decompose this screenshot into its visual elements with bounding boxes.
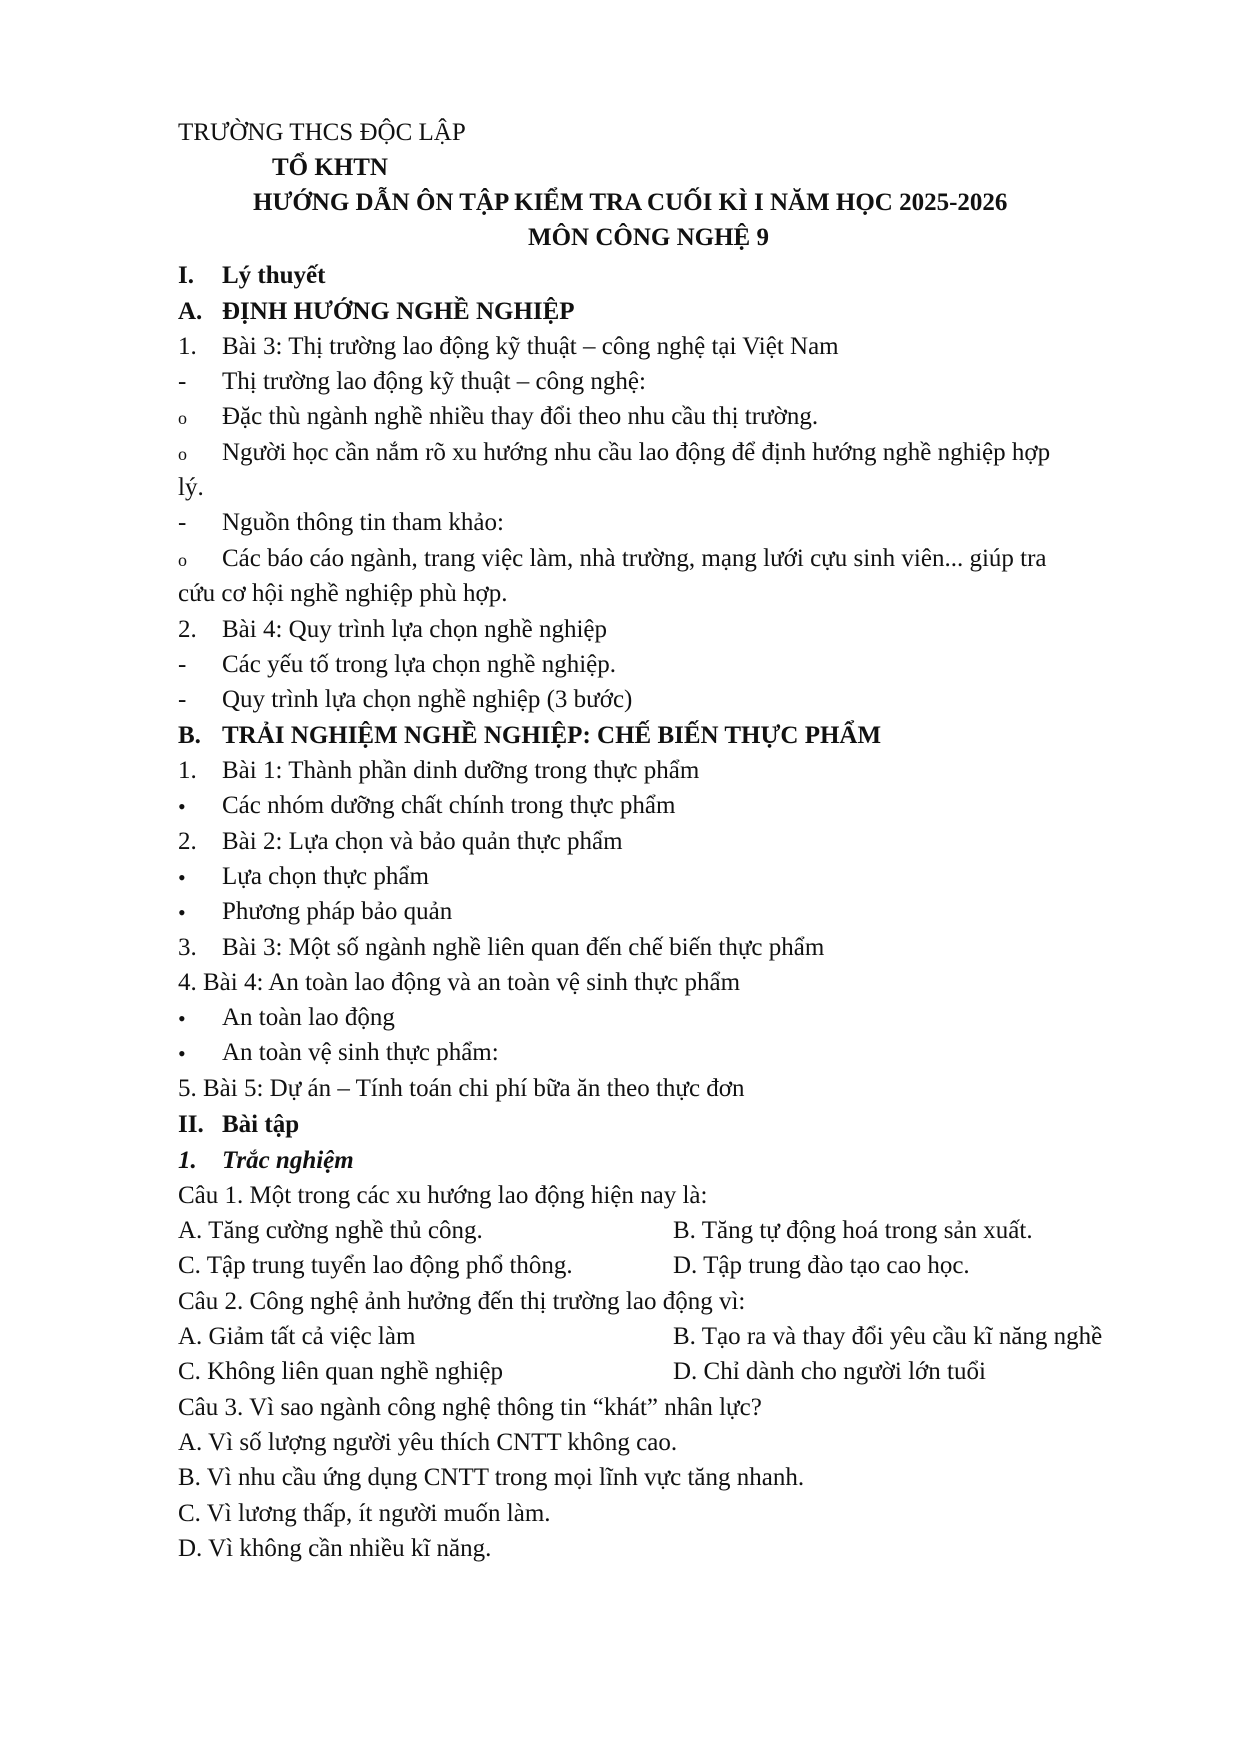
subsection-marker: A.	[178, 298, 203, 325]
subsection-number: 1.	[178, 1147, 197, 1174]
list-item: Phương pháp bảo quản	[222, 898, 453, 925]
list-marker: 1.	[178, 333, 197, 360]
list-item: Thị trường lao động kỹ thuật – công nghệ:	[222, 368, 646, 395]
list-marker: o	[178, 444, 187, 464]
list-item: 4. Bài 4: An toàn lao động và an toàn vệ sinh thực phẩm	[178, 969, 741, 996]
list-item: Các nhóm dưỡng chất chính trong thực phẩm	[222, 792, 676, 819]
list-marker: 3.	[178, 934, 197, 961]
list-item: 5. Bài 5: Dự án – Tính toán chi phí bữa ăn theo thực đơn	[178, 1075, 745, 1102]
section-heading-theory: Lý thuyết	[222, 262, 326, 289]
bullet-marker: •	[178, 1006, 186, 1031]
bullet-marker: •	[178, 1041, 186, 1066]
answer-option: D. Vì không cần nhiều kĩ năng.	[178, 1535, 492, 1562]
list-item-continuation: cứu cơ hội nghề nghiệp phù hợp.	[178, 580, 508, 607]
answer-option: C. Tập trung tuyển lao động phổ thông.	[178, 1252, 573, 1279]
list-marker: o	[178, 408, 187, 428]
answer-option: B. Vì nhu cầu ứng dụng CNTT trong mọi lĩnh vực tăng nhanh.	[178, 1464, 805, 1491]
subsection-heading-b: TRẢI NGHIỆM NGHỀ NGHIỆP: CHẾ BIẾN THỰC PHẨM	[222, 722, 882, 749]
section-number: I.	[178, 262, 194, 289]
list-marker: 2.	[178, 616, 197, 643]
list-item: Bài 4: Quy trình lựa chọn nghề nghiệp	[222, 616, 608, 643]
department-name: TỔ KHTN	[272, 154, 388, 181]
list-marker: 1.	[178, 757, 197, 784]
list-item: Bài 1: Thành phần dinh dưỡng trong thực phẩm	[222, 757, 700, 784]
list-item: Lựa chọn thực phẩm	[222, 863, 429, 890]
section-number: II.	[178, 1111, 204, 1138]
list-marker: -	[178, 651, 187, 678]
list-item: Các báo cáo ngành, trang việc làm, nhà trường, mạng lưới cựu sinh viên... giúp tra	[222, 545, 1047, 572]
subsection-heading-a: ĐỊNH HƯỚNG NGHỀ NGHIỆP	[222, 298, 575, 325]
answer-option: A. Vì số lượng người yêu thích CNTT không cao.	[178, 1429, 678, 1456]
answer-option: A. Tăng cường nghề thủ công.	[178, 1217, 483, 1244]
list-item: Quy trình lựa chọn nghề nghiệp (3 bước)	[222, 686, 633, 713]
section-heading-exercises: Bài tập	[222, 1111, 300, 1138]
school-name: TRƯỜNG THCS ĐỘC LẬP	[178, 119, 466, 146]
bullet-marker: •	[178, 794, 186, 819]
list-item: Đặc thù ngành nghề nhiều thay đổi theo nhu cầu thị trường.	[222, 403, 819, 430]
list-item: Người học cần nắm rõ xu hướng nhu cầu lao động để định hướng nghề nghiệp hợp	[222, 439, 1051, 466]
list-marker: -	[178, 686, 187, 713]
list-item: Nguồn thông tin tham khảo:	[222, 509, 504, 536]
question-text: Câu 2. Công nghệ ảnh hưởng đến thị trường lao động vì:	[178, 1288, 746, 1315]
answer-option: C. Vì lương thấp, ít người muốn làm.	[178, 1500, 551, 1527]
answer-option: B. Tạo ra và thay đổi yêu cầu kĩ năng nghề	[673, 1323, 1103, 1350]
list-item: Bài 2: Lựa chọn và bảo quản thực phẩm	[222, 828, 623, 855]
answer-option: D. Tập trung đào tạo cao học.	[673, 1252, 970, 1279]
list-marker: -	[178, 509, 187, 536]
question-text: Câu 3. Vì sao ngành công nghệ thông tin “khát” nhân lực?	[178, 1394, 762, 1421]
answer-option: D. Chỉ dành cho người lớn tuổi	[673, 1358, 986, 1385]
subject-title: MÔN CÔNG NGHỆ 9	[528, 224, 769, 251]
list-marker: o	[178, 550, 187, 570]
question-text: Câu 1. Một trong các xu hướng lao động hiện nay là:	[178, 1182, 708, 1209]
list-item: An toàn lao động	[222, 1004, 395, 1031]
bullet-marker: •	[178, 900, 186, 925]
list-marker: 2.	[178, 828, 197, 855]
list-item: Bài 3: Một số ngành nghề liên quan đến chế biến thực phẩm	[222, 934, 825, 961]
list-item: Bài 3: Thị trường lao động kỹ thuật – công nghệ tại Việt Nam	[222, 333, 839, 360]
document-title: HƯỚNG DẪN ÔN TẬP KIỂM TRA CUỐI KÌ I NĂM HỌC 2025-2026	[253, 189, 1008, 216]
list-item: An toàn vệ sinh thực phẩm:	[222, 1039, 499, 1066]
answer-option: C. Không liên quan nghề nghiệp	[178, 1358, 503, 1385]
list-item-continuation: lý.	[178, 474, 204, 501]
list-marker: -	[178, 368, 187, 395]
subsection-heading-multiple-choice: Trắc nghiệm	[222, 1147, 354, 1174]
bullet-marker: •	[178, 865, 186, 890]
list-item: Các yếu tố trong lựa chọn nghề nghiệp.	[222, 651, 617, 678]
answer-option: A. Giảm tất cả việc làm	[178, 1323, 416, 1350]
subsection-marker: B.	[178, 722, 201, 749]
answer-option: B. Tăng tự động hoá trong sản xuất.	[673, 1217, 1033, 1244]
